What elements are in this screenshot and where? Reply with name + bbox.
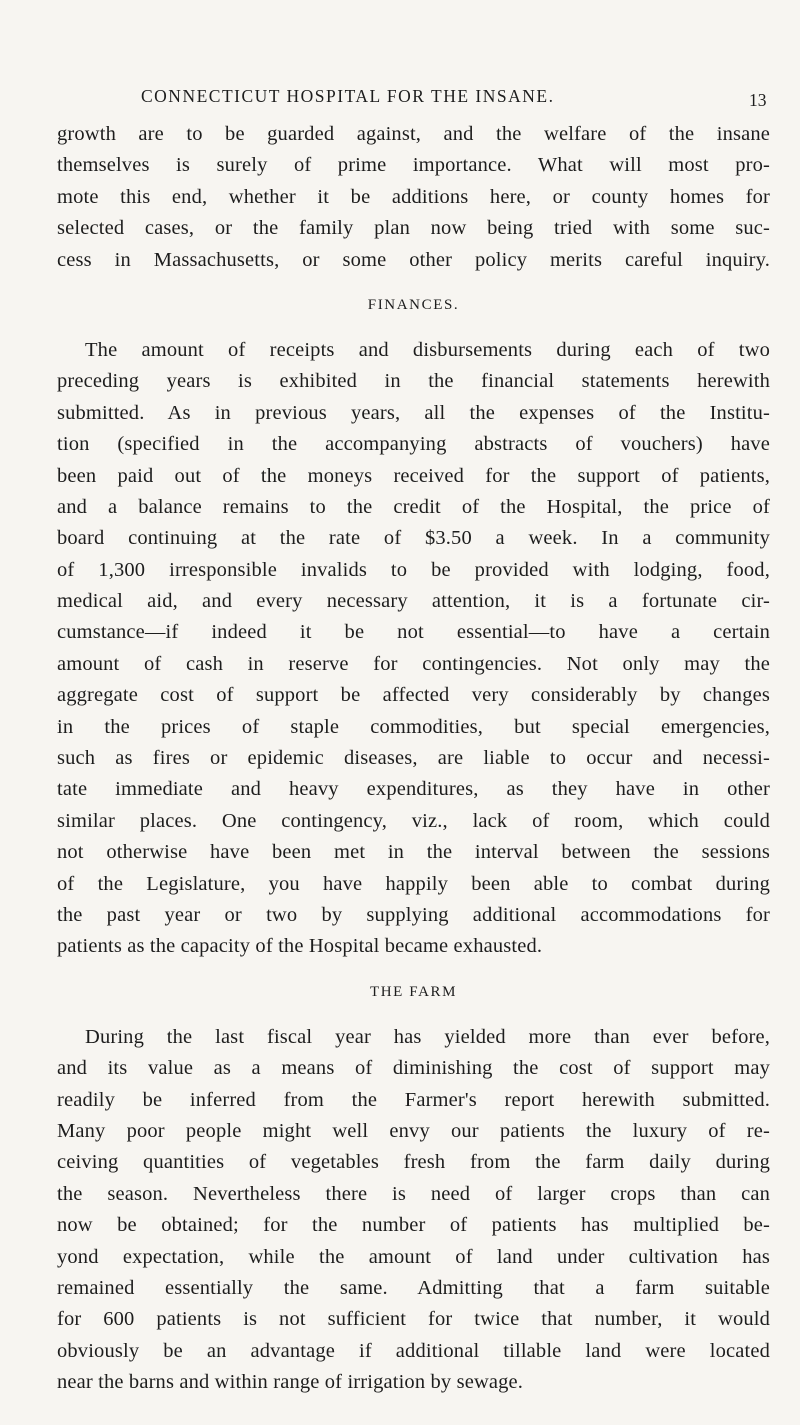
running-header — [0, 86, 800, 110]
text-line: aggregate cost of support be affected very considerably by changes — [57, 684, 770, 707]
text-line: the past year or two by supplying additional accommodations for — [57, 903, 770, 926]
text-line: amount of cash in reserve for contingencies. Not only may the — [57, 652, 770, 675]
section-heading-farm: THE FARM — [369, 983, 458, 1000]
text-line: cess in Massachusetts, or some other policy merits careful inquiry. — [57, 248, 770, 271]
text-line: and a balance remains to the credit of the Hospital, the price of — [57, 495, 770, 518]
text-line: and its value as a means of diminishing the cost of support may — [57, 1057, 770, 1080]
text-line: similar places. One contingency, viz., lack of room, which could — [57, 809, 770, 832]
text-line: obviously be an advantage if additional tillable land were located — [57, 1339, 770, 1362]
text-line: Many poor people might well envy our patients the luxury of re- — [57, 1119, 770, 1142]
paragraph-continuation — [57, 119, 770, 276]
text-line: such as fires or epidemic diseases, are liable to occur and necessi- — [57, 747, 770, 770]
text-line: board continuing at the rate of $3.50 a week. In a community — [57, 527, 770, 550]
text-line: remained essentially the same. Admitting that a farm suitable — [57, 1276, 770, 1299]
text-line: submitted. As in previous years, all the expenses of the Institu- — [57, 401, 770, 424]
text-line: growth are to be guarded against, and the welfare of the insane — [57, 123, 770, 145]
text-line: patients as the capacity of the Hospital became exhausted. — [57, 935, 543, 958]
text-line: selected cases, or the family plan now being tried with some suc- — [57, 217, 770, 240]
text-line: tate immediate and heavy expenditures, as they have in other — [57, 778, 770, 801]
text-line: of the Legislature, you have happily been able to combat during — [57, 872, 770, 895]
text-line: yond expectation, while the amount of land under cultivation has — [57, 1245, 770, 1268]
page-number: 13 — [749, 90, 767, 110]
text-line: cumstance—if indeed it be not essential—to have a certain — [57, 621, 770, 644]
text-line: of 1,300 irresponsible invalids to be provided with lodging, food, — [57, 558, 770, 581]
text-line: near the barns and within range of irrigation by sewage. — [57, 1371, 524, 1394]
running-title: CONNECTICUT HOSPITAL FOR THE INSANE. — [141, 86, 555, 106]
text-line: now be obtained; for the number of patients has multiplied be- — [57, 1214, 770, 1237]
body-text — [57, 119, 770, 1398]
text-line: readily be inferred from the Farmer's report herewith submitted. — [57, 1088, 770, 1111]
text-line: The amount of receipts and disbursements during each of two — [85, 338, 770, 361]
text-line: themselves is surely of prime importance. What will most pro- — [57, 154, 770, 177]
text-line: in the prices of staple commodities, but special emergencies, — [57, 715, 770, 738]
text-line: tion (specified in the accompanying abstracts of vouchers) have — [57, 433, 770, 456]
paragraph-finances — [57, 335, 770, 963]
text-line: ceiving quantities of vegetables fresh from the farm daily during — [57, 1151, 770, 1174]
text-line: medical aid, and every necessary attention, it is a fortunate cir- — [57, 590, 770, 613]
text-line: not otherwise have been met in the interval between the sessions — [57, 841, 770, 864]
text-line: mote this end, whether it be additions here, or county homes for — [57, 185, 770, 208]
text-line: preceding years is exhibited in the financial statements herewith — [57, 370, 770, 393]
text-line: for 600 patients is not sufficient for twice that number, it would — [57, 1308, 770, 1331]
text-line: been paid out of the moneys received for the support of patients, — [57, 464, 770, 487]
text-line: During the last fiscal year has yielded more than ever before, — [85, 1025, 770, 1048]
section-heading-finances: FINANCES. — [367, 296, 460, 313]
paragraph-farm — [57, 1022, 770, 1399]
text-line: the season. Nevertheless there is need of larger crops than can — [57, 1182, 770, 1205]
